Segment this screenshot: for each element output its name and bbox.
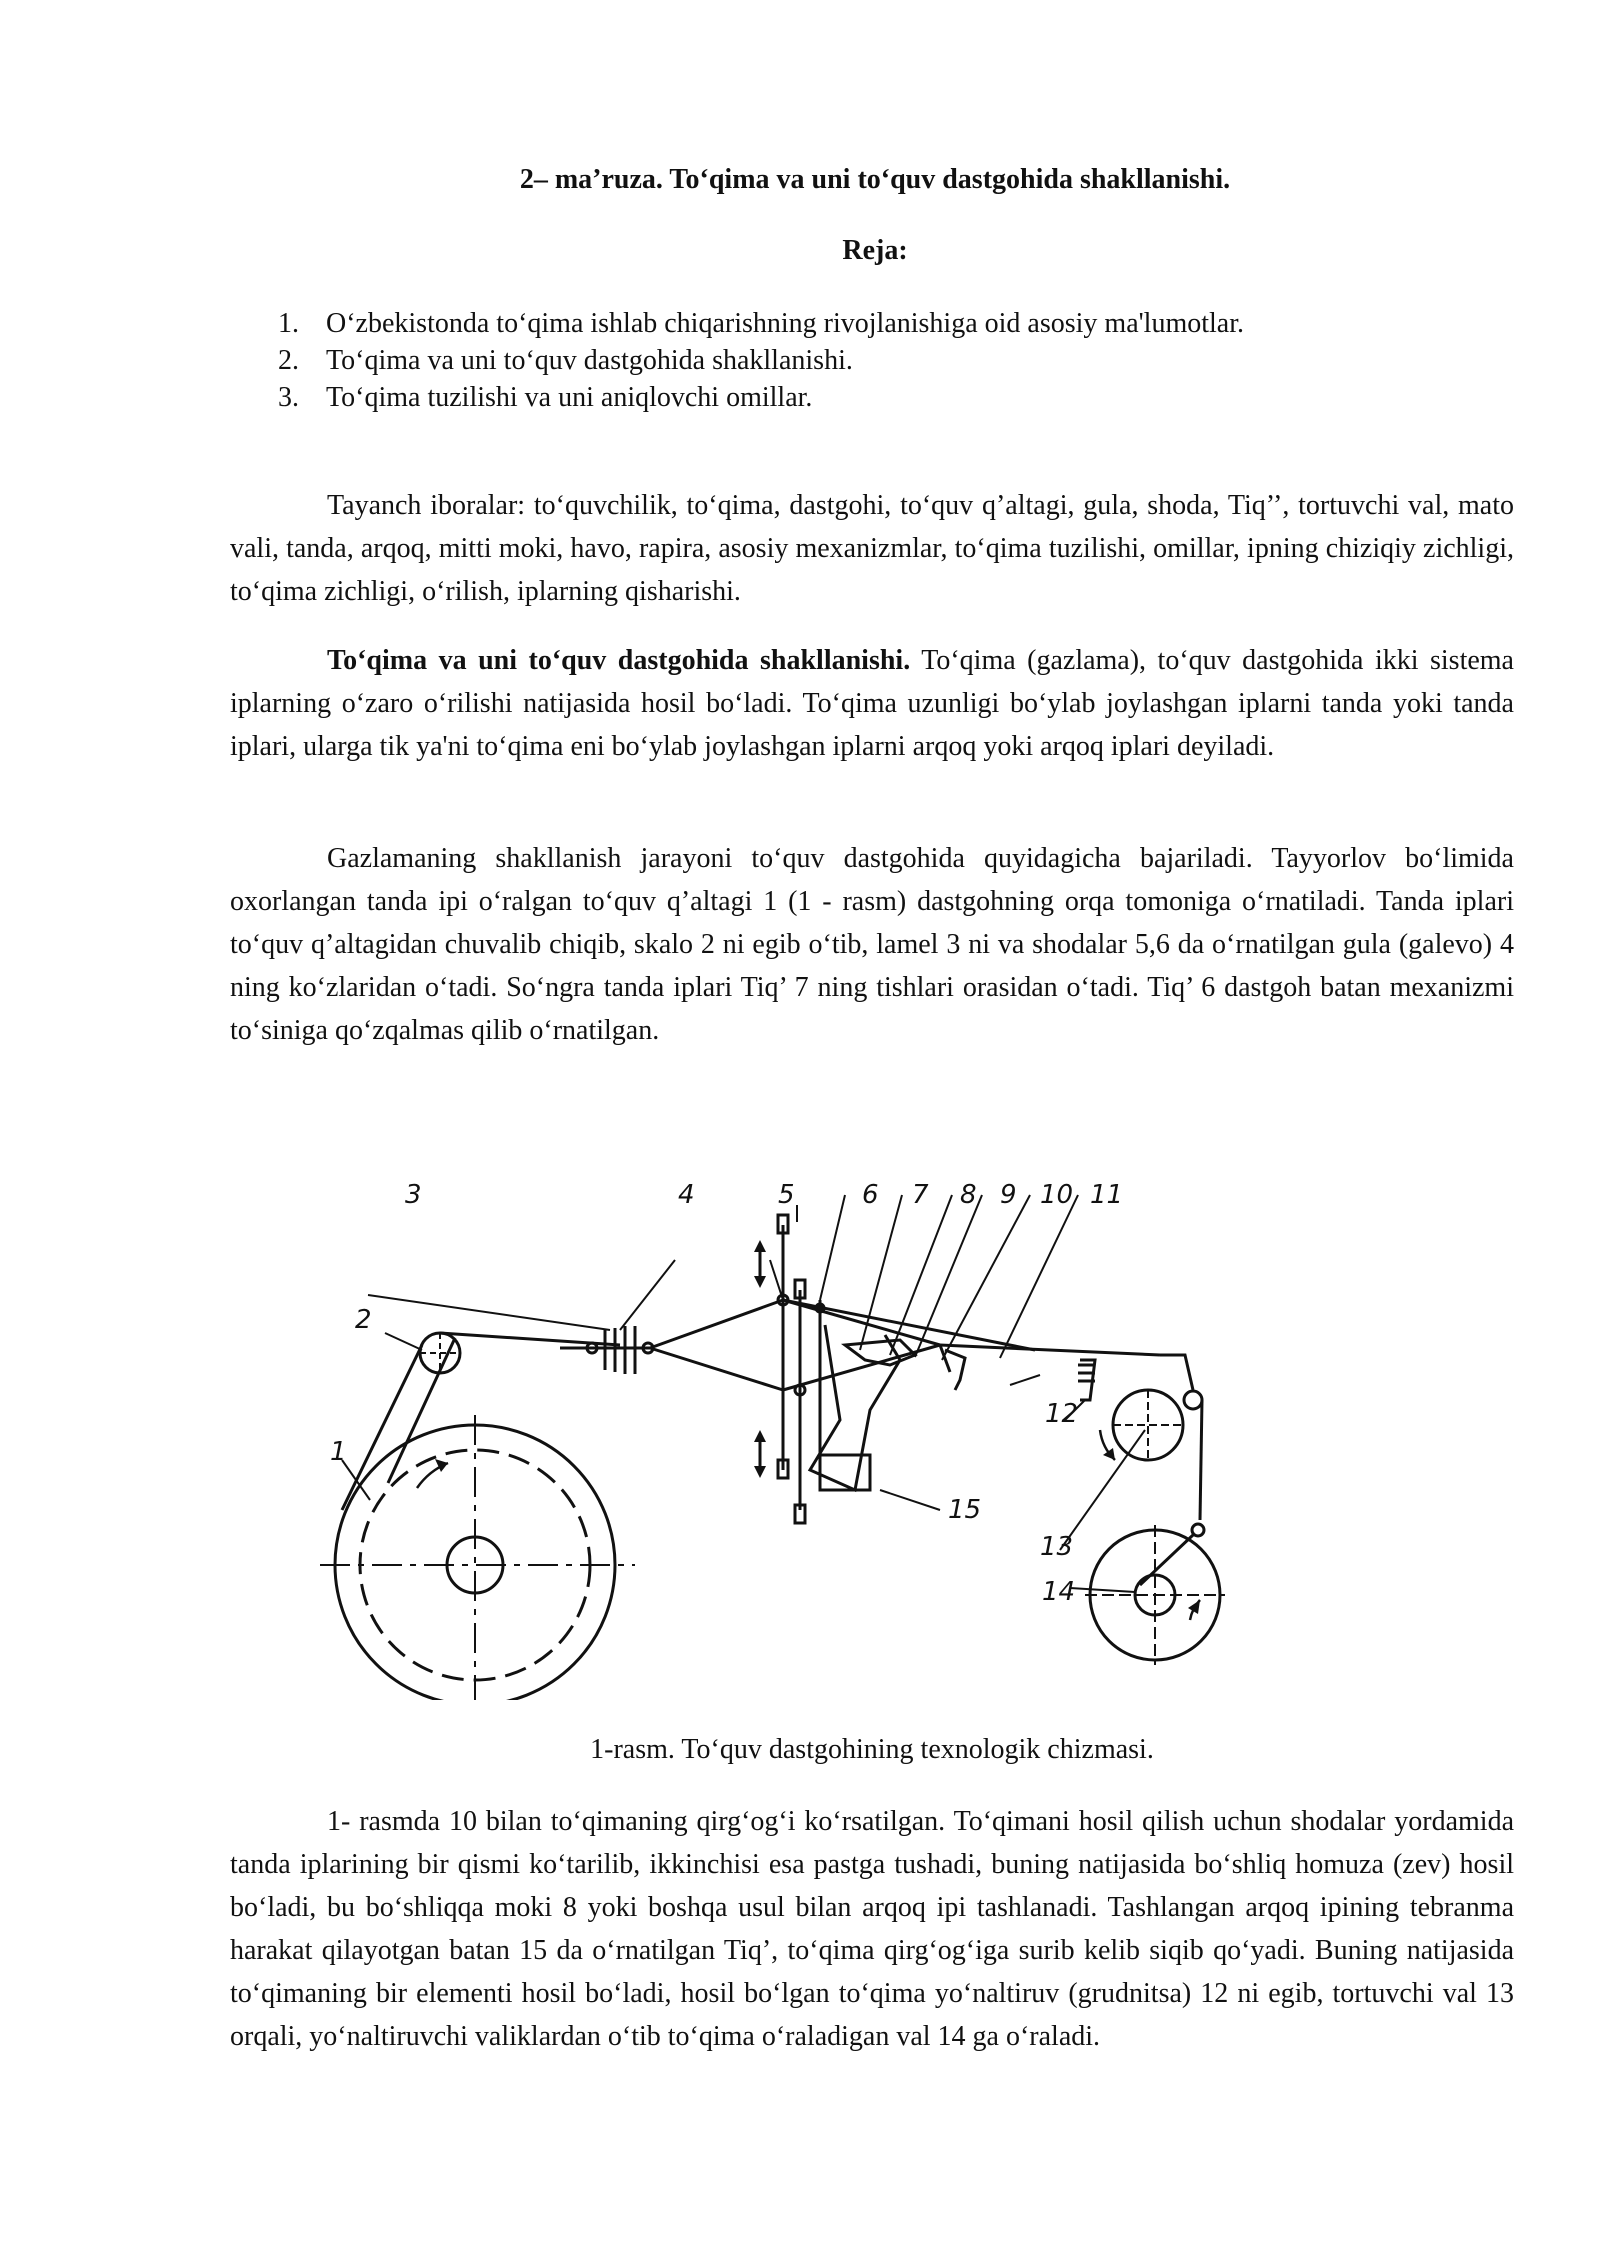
- shed-front-upper: [783, 1300, 940, 1345]
- figure-label: 5: [778, 1180, 795, 1210]
- figure-label: 1: [330, 1437, 347, 1467]
- figure-label: 11: [1090, 1180, 1124, 1210]
- warp-line-left: [342, 1345, 422, 1510]
- lecture-title: 2– ma’ruza. To‘qima va uni to‘quv dastgohida shakllanishi.: [519, 164, 1231, 195]
- explanation-paragraph: 1- rasmda 10 bilan to‘qimaning qirg‘og‘i ko‘rsatilgan. To‘qimani hosil qilish uchun shodalar yordamida tanda iplarining bir qismi ko‘tarilib, ikkinchisi esa pastga tushadi, buning natijasida bo‘shliq homuza (zev) hosil bo‘ladi, bu bo‘shliqqa moki 8 yoki boshqa usul bilan arqoq ipi tashlanadi. Tashlangan arqoq ipining tebranma harakat qilayotgan batan 15 da o‘rnatilgan Tiq’, to‘qima qirg‘og‘iga surib kelib siqib qo‘yadi. Buning natijasida to‘qimaning bir elementi hosil bo‘ladi, hosil bo‘lgan to‘qima yo‘naltiruv (grudnitsa) 12 ni egib, tortuvchi val 13 orqali, yo‘naltiruvchi valiklardan o‘tib to‘qima o‘raladigan val 14 ga o‘raladi.: [230, 1806, 1514, 2052]
- process-paragraph: Gazlamaning shakllanish jarayoni to‘quv dastgohida quyidagicha bajariladi. Tayyorlov bo‘limida oxorlangan tanda ipi o‘ralgan to‘quv q’altagi 1 (1 - rasm) dastgohning orqa tomoniga o‘rnatiladi. Tanda iplari to‘quv q’altagidan chuvalib chiqib, skalo 2 ni egib o‘tib, lamel 3 ni va shodalar 5,6 da o‘rnatilgan gula (galevo) 4 ning ko‘zlaridan o‘tadi. So‘ngra tanda iplari Tiq’ 7 ning tishlari orasidan o‘tadi. Tiq’ 6 dastgoh batan mexanizmi to‘siniga qo‘zqalmas qilib o‘rnatilgan.: [230, 843, 1514, 1046]
- figure-label: 6: [862, 1180, 879, 1210]
- figure-caption: 1-rasm. To‘quv dastgohining texnologik chizmasi.: [590, 1734, 1154, 1765]
- figure-label: 14: [1042, 1577, 1076, 1607]
- drop-wires: [560, 1326, 653, 1374]
- plan-item-text: To‘qima va uni to‘quv dastgohida shakllanishi.: [326, 345, 853, 376]
- figure-label: 9: [1000, 1180, 1017, 1210]
- figure-label: 2: [355, 1305, 372, 1335]
- figure-label: 10: [1040, 1180, 1074, 1210]
- heald-frames: [754, 1215, 805, 1523]
- figure-label: 4: [678, 1180, 695, 1210]
- figure-label: 8: [960, 1180, 977, 1210]
- plan-item: [278, 305, 1478, 342]
- plan-item: [278, 342, 1478, 379]
- definition-text: To‘qima (gazlama), to‘quv dastgohida ikki sistema iplarning o‘zaro o‘rilishi natijasida hosil bo‘ladi. To‘qima uzunligi bo‘ylab joylashgan iplarni tanda yoki tanda iplari, ularga tik ya'ni to‘qima eni bo‘ylab joylashgan iplarni arqoq yoki arqoq iplari deyiladi.: [230, 645, 1514, 762]
- breast-beam: [1078, 1360, 1095, 1400]
- shed-upper: [650, 1300, 783, 1348]
- figure-label: 15: [948, 1495, 982, 1525]
- leader-lines: [342, 1195, 1145, 1592]
- plan-list: [278, 305, 1478, 416]
- figure-label: 13: [1040, 1532, 1074, 1562]
- shed-lower: [650, 1348, 783, 1390]
- loom-drawing: [320, 1195, 1225, 1700]
- figure-label: 7: [912, 1180, 929, 1210]
- plan-item: [278, 379, 1478, 416]
- figure-label: 12: [1045, 1399, 1079, 1429]
- plan-item-number: 2.: [278, 345, 299, 376]
- cloth-roller: [1085, 1525, 1225, 1665]
- keywords-paragraph: Tayanch iboralar: to‘quvchilik, to‘qima, dastgohi, to‘quv q’altagi, gula, shoda, Tiq’’, tortuvchi val, mato vali, tanda, arqoq, mitti moki, havo, rapira, asosiy mexanizmlar, to‘qima tuzilishi, omillar, ipning chiziqiy zichligi, to‘qima zichligi, o‘rilish, iplarning qisharishi.: [230, 490, 1514, 607]
- plan-item-text: O‘zbekistonda to‘qima ishlab chiqarishning rivojlanishiga oid asosiy ma'lumotlar.: [326, 308, 1244, 339]
- loom-technological-diagram: [300, 1160, 1300, 1700]
- plan-heading: Reja:: [842, 235, 908, 266]
- plan-item-text: To‘qima tuzilishi va uni aniqlovchi omillar.: [326, 382, 813, 413]
- cloth-line-front: [940, 1345, 1160, 1355]
- definition-paragraph: [230, 639, 1514, 768]
- plan-item-number: 1.: [278, 308, 299, 339]
- plan-item-number: 3.: [278, 382, 299, 413]
- section-heading-inline: To‘qima va uni to‘quv dastgohida shakllanishi.: [327, 645, 911, 676]
- figure-label: 3: [405, 1180, 422, 1210]
